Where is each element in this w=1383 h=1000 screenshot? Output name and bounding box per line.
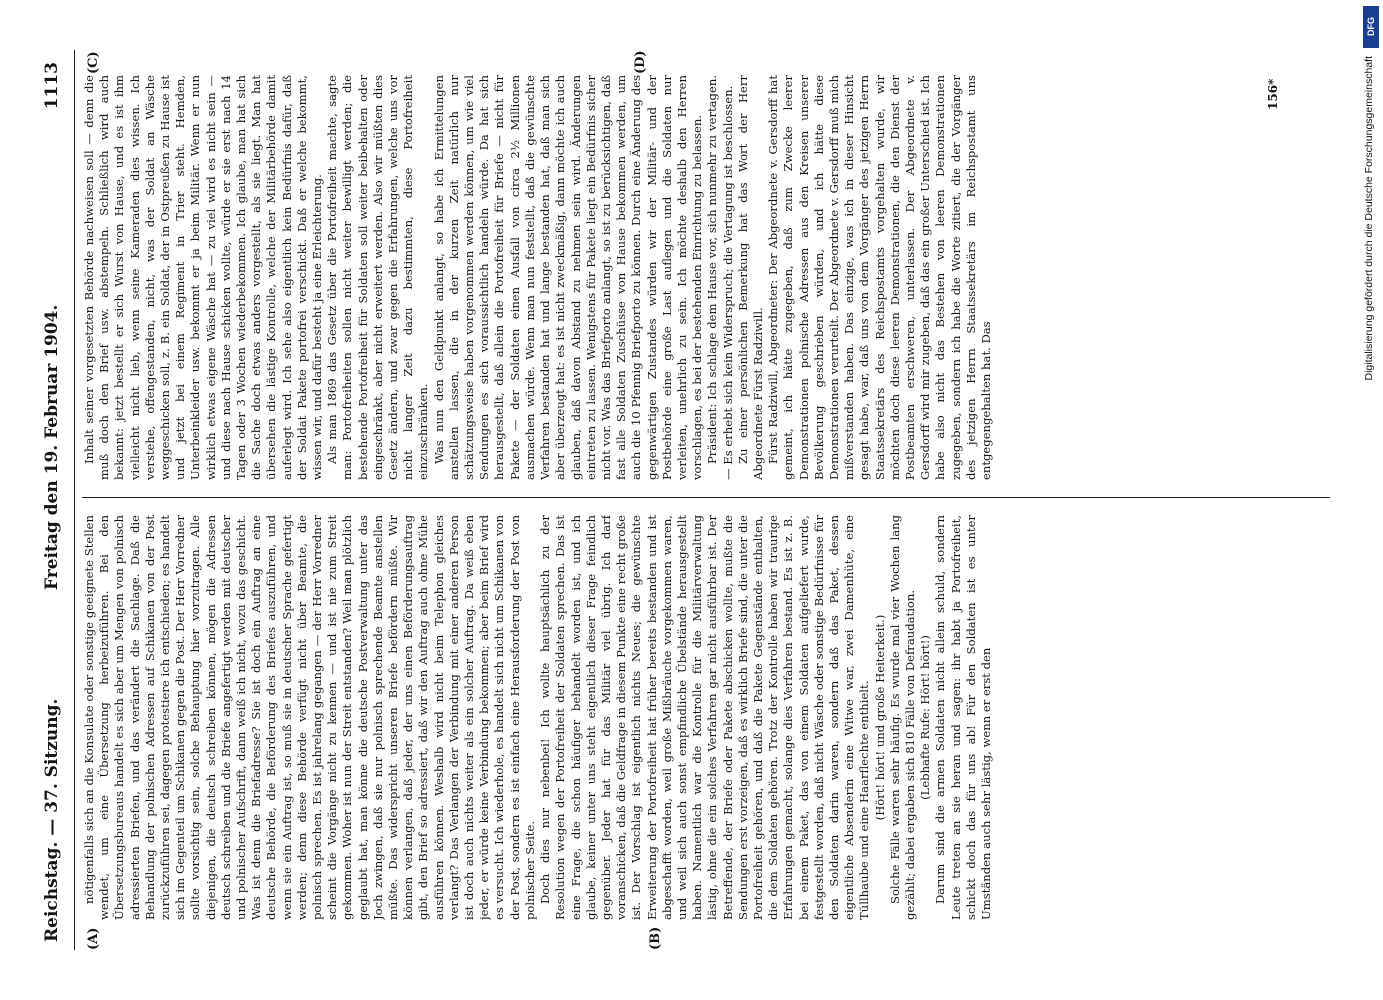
margin-marker-c: (C) xyxy=(86,51,101,74)
margin-marker-d: (D) xyxy=(633,50,648,74)
paragraph: nötigenfalls sich an die Konsulate oder sonstige geeignete Stellen wendet, um eine Übersetzung herbeizuführen. Bei den Übersetzungsbureaus handelt es sich aber um Mengen von polnisch adressierten Briefen, und das verändert die Sachlage. Daß die Behandlung der polnischen Adressen auf Schikanen von der Post zurückzuführen sei, dagegen protestiere ich entschieden; es handelt sich im Gegenteil um Schikanen gegen die Post. Der Herr Vorredner sollte vorsichtig sein, solche Behauptung hier vorzutragen. Alle diejenigen, die deutsch schreiben können, mögen die Adressen deutsch schreiben und die Briefe angefertigt werden mit deutscher und polnischer Aufschrift, dann weiß ich nicht, wozu das geschicht. Was ist denn die Briefadresse? Sie ist doch ein Auftrag an eine deutsche Behörde, die Beförderung des Briefes auszuführen, und wenn sie ein Auftrag ist, so muß sie in deutscher Sprache gefertigt werden; denn diese Behörde verfügt nicht über Beamte, die polnisch sprechen. Es ist jahrelang gegangen — der Herr Vorredner scheint die Vorgänge nicht zu kennen — und ist nie zum Streit gekommen. Woher ist nun der Streit entstanden? Weil man plötzlich geglaubt hat, man könne die deutsche Postverwaltung unter das Joch zwingen, daß sie nur polnisch sprechende Beamte anstellen müßte. Das widerspricht unseren Briefe befördern müßte. Wir können verlangen, daß jeder, der uns einen Beförderungsauftrag gibt, den Brief so adressiert, daß wir den Auftrag auch ohne Mühe ausführen können. Weshalb wird nicht beim Telephon gleiches verlangt? Das Verlangen der Verbindung mit einer anderen Person ist doch auch nichts weiter als ein solcher Auftrag. Da weiß eben jeder, er würde keine Verbindung bekommen; aber beim Brief wird es versucht. Ich wiederhole, es handelt sich nicht um Schikanen von der Post, sondern es ist einfach eine Herausforderung der Post von polnischer Seite. xyxy=(82,515,537,920)
paragraph: Zu einer persönlichen Bemerkung hat das Wort der Herr Abgeordnete Fürst Radziwill. xyxy=(735,75,765,480)
paragraph: Darum sind die armen Soldaten nicht allein schuld, sondern Leute treten an sie heran und sagen: ihr habt ja Portofreiheit, schickt doch das für uns ab! Für den Soldaten ist es unter Umständen auch sehr lästig, wenn er erst den xyxy=(933,515,993,920)
sheet-signature: 156* xyxy=(1266,78,1280,110)
right-text-column xyxy=(82,75,1222,480)
dfg-logo-icon: DFG xyxy=(1363,6,1379,48)
header-rule xyxy=(74,50,75,950)
header-page-number: 1113 xyxy=(42,62,62,110)
paragraph: Als man 1869 das Gesetz über die Portofreiheit machte, sagte man: Portofreiheiten sollen nicht weiter bewilligt werden; die bestehende Portofreiheit für Soldaten soll weiter beibehalten oder eingeschränkt, aber nicht erweitert werden. Also wir müßten dies Gesetz ändern, und zwar gegen die Erfahrungen, welche uns vor nicht langer Zeit dazu bestimmten, diese Portofreiheit einzuschränken. xyxy=(325,75,431,480)
left-text-column xyxy=(82,515,1330,920)
column-divider xyxy=(82,497,1330,498)
margin-marker-a: (A) xyxy=(86,927,101,950)
page-header xyxy=(38,50,78,950)
rotated-page xyxy=(38,50,1338,950)
margin-marker-b: (B) xyxy=(648,926,663,950)
paragraph: Doch dies nur nebenbei! Ich wollte hauptsächlich zu der Resolution wegen der Portofreiheit der Soldaten sprechen. Das ist eine Frage, die schon häufiger behandelt worden ist, und ich glaube, keiner unter uns steht eigentlich dieser Frage feindlich gegenüber. Jeder hat für das Militär viel übrig. Ich darf voranschicken, daß die Geldfrage in diesem Punkte eine recht große ist. Der Vorschlag ist eigentlich nichts Neues; die gewünschte Erweiterung der Portofreiheit hat früher bereits bestanden und ist abgeschafft worden, weil große Mißbräuche vorgekommen waren, und weil sich auch sonst empfindliche Übelstände herausgestellt haben. Namentlich war die Kontrolle für die Militärverwaltung lästig, ohne die ein solches Verfahren gar nicht ausführbar ist. Der Betreffende, der Briefe oder Pakete abschicken wollte, mußte die Sendungen erst vorzeigen, daß es wirklich Briefe sind, die unter die Portofreiheit gehören, und daß die Pakete Gegenstände enthalten, die dem Soldaten gehören. Trotz der Kontrolle haben wir traurige Erfahrungen gemacht, solange dies Verfahren bestand. Es ist z. B. bei einem Paket, das von einem Soldaten aufgeliefert wurde, festgestellt worden, daß nicht Wäsche oder sonstige Bedürfnisse für den Soldaten darin waren, sondern daß das Paket, dessen eigentliche Absenderin eine Witwe war, zwei Damenhüte, eine Tüllhaube und eine Haarflechte enthielt. xyxy=(538,515,872,920)
paragraph: Inhalt seiner vorgesetzten Behörde nachweisen soll — denn die muß doch den Brief usw. abstempeln. Schließlich wird auch bekannt: jetzt bestellt er sich Wurst von Hause, und es ist ihm vielleicht nicht lieb, wenn seine Kameraden dies wissen. Ich verstehe, offengestanden, nicht, was der Soldat an Wäsche weggeschicken soll, z. B. ein Soldat, der in Ostpreußen zu Hause ist und jetzt bei einem Regiment in Trier steht. Hemden, Unterbeinkleider usw. bekommt er ja beim Militär. Wenn er nun wirklich etwas eigene Wäsche hat — zu viel wird es nicht sein — und diese nach Hause schicken wollte, würde er sie erst nach 14 Tagen oder 3 Wochen wiederbekommen. Ich glaube, man hat sich die Sache doch etwas anders vorgestellt, als sie liegt. Man hat übersehen die lästige Kontrolle, welche der Militärbehörde damit auferlegt wird. Ich sehe also eigentlich kein Bedürfnis dafür, daß der Soldat Pakete portofrei verschickt. Daß er welche bekommt, wissen wir, und dafür besteht ja eine Erleichterung. xyxy=(82,75,325,480)
interjection: (Lebhafte Rufe: Hört! hört!) xyxy=(918,635,933,800)
digitization-credit: Digitalisierung gefördert durch die Deutsche Forschungsgemeinschaft xyxy=(1363,56,1375,381)
paragraph: Fürst Radziwill, Abgeordneter: Der Abgeordnete v. Gersdorff hat gemeint, ich hätte zugegeben, daß zum Zwecke leerer Demonstrationen polnische Adressen aus den Kreisen unserer Bevölkerung geschrieben würden, und ich hätte diese Demonstrationen verurteilt. Der Abgeordnete v. Gersdorff muß mich mißverstanden haben. Das einzige, was ich in dieser Hinsicht gesagt habe, war, daß uns von dem Vorgänger des jetzigen Herrn Staatssekretärs des Reichspostamts vorgehalten wurde, wir möchten doch diese leeren Demonstrationen, die den Dienst der Postbeamten erschweren, unterlassen. Der Abgeordnete v. Gersdorff wird mir zugeben, daß das ein großer Unterschied ist. Ich habe also nicht das Bestehen von leeren Demonstrationen zugegeben, sondern ich habe die Worte zitiert, die der Vorgänger des jetzigen Herrn Staatssekretärs im Reichspostamt uns entgegengehalten hat. Das xyxy=(766,75,993,480)
paragraph: Was nun den Geldpunkt anlangt, so habe ich Ermittelungen anstellen lassen, die in der kurzen Zeit natürlich nur schätzungsweise haben vorgenommen werden können, um wie viel Sendungen es sich voraussichtlich handeln würde. Da hat sich herausgestellt, daß allein die Portofreiheit für Briefe — nicht für Pakete — der Soldaten einen Ausfall von circa 2½ Millionen ausmachen würde. Wenn man nun feststellt, daß die gewünschte Verfahren bestanden hat und lange bestanden hat, daß man sich aber überzeugt hat: es ist nicht zweckmäßig, dann möchte ich auch glauben, daß davon Abstand zu nehmen sein wird. Änderungen eintreten zu lassen. Wenigstens für Pakete liegt ein Bedürfnis sicher nicht vor. Was das Briefporto anlangt, so ist zu berücksichtigen, daß fast alle Soldaten Zuschüsse von Hause bekommen werden, um auch die 10 Pfennig Briefporto zu können. Durch eine Änderung des gegenwärtigen Zustandes würden wir der Militär- und der Postbehörde eine große Last auflegen und die Soldaten nur verleiten, unehrlich zu sein. Ich möchte deshalb den Herren vorschlagen, es bei der bestehenden Einrichtung zu belassen. xyxy=(431,75,705,480)
interjection: (Hört! hört! und große Heiterkeit.) xyxy=(872,614,887,821)
header-date: Freitag den 19. Februar 1904. xyxy=(42,304,62,590)
header-session: Reichstag. — 37. Sitzung. xyxy=(42,698,62,942)
paragraph: Präsident: Ich schlage dem Hause vor, sich nunmehr zu vertagen. — Es erhebt sich kein Widerspruch; die Vertagung ist beschlossen. xyxy=(705,75,735,480)
paragraph: Solche Fälle waren sehr häufig. Es wurde mal vier Wochen lang gezählt; dabei ergaben sich 810 Fälle von Defraudation. xyxy=(887,515,917,920)
